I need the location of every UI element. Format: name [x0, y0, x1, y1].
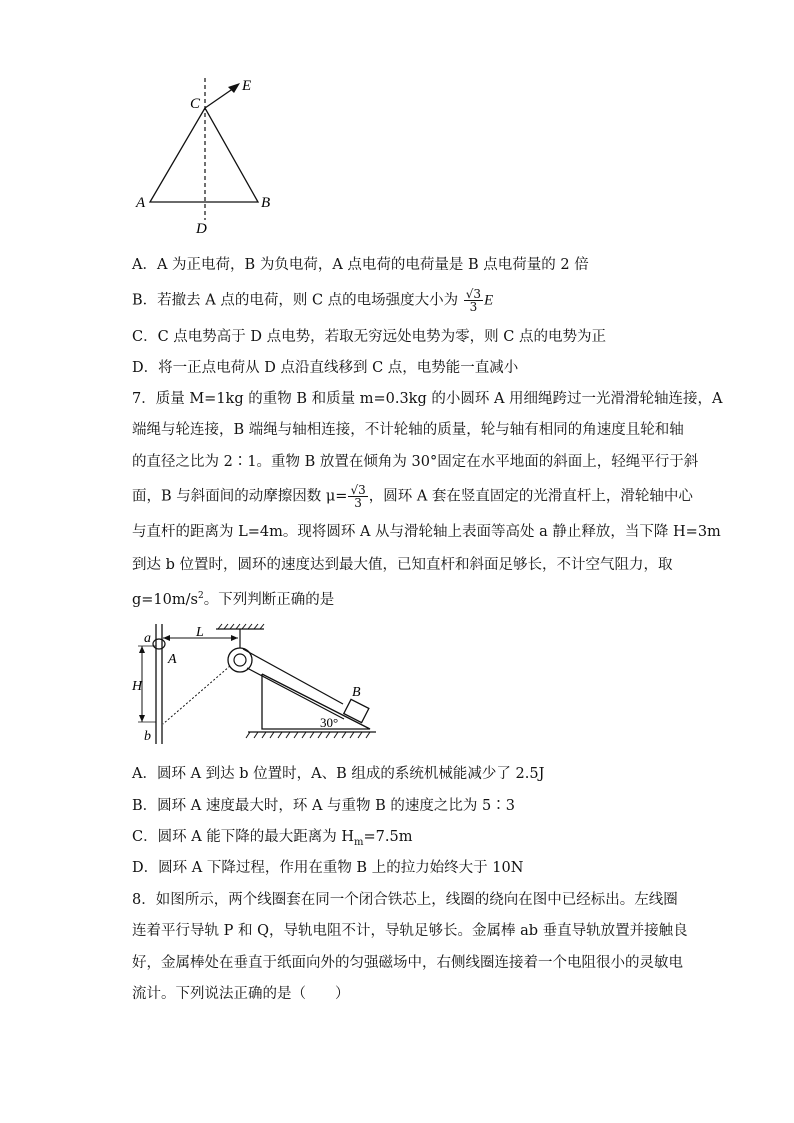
label-l: L — [196, 625, 204, 640]
label-h: H — [132, 679, 143, 694]
label-ring-a: A — [168, 652, 177, 667]
q8-line-4: 流计。下列说法正确的是（ ） — [132, 986, 350, 1002]
q7-line-7 — [132, 586, 662, 610]
q7-option-c — [132, 827, 662, 853]
label-b-bottom: b — [144, 729, 151, 744]
label-c: C — [190, 96, 201, 112]
block-b — [344, 699, 369, 722]
h-arrowhead-bottom — [139, 715, 145, 722]
ceiling-hatch — [218, 624, 264, 629]
q7-line-1: 7．质量 M=1kg 的重物 B 和质量 m=0.3kg 的小圆环 A 用细绳跨过一光滑滑轮轴连接，A — [132, 391, 723, 407]
ground-hatch — [246, 732, 370, 738]
q7-line-4-post: ，圆环 A 套在竖直固定的光滑直杆上，滑轮轴中心 — [368, 488, 693, 505]
q7-line-4 — [132, 483, 693, 510]
q7-line-7-pre: g=10m/s — [132, 591, 198, 608]
q7-line-2: 端绳与轮连接，B 端绳与轴相连接，不计轮轴的质量，轮与轴有相同的角速度且轮和轴 — [132, 422, 684, 438]
label-e: E — [242, 78, 252, 94]
q6-option-d: D．将一正点电荷从 D 点沿直线移到 C 点，电势能一直减小 — [132, 360, 519, 376]
label-block-b: B — [352, 685, 361, 700]
fraction-mu: $\frac{√3}{3}$ — [350, 483, 366, 510]
field-arrow — [205, 88, 234, 108]
l-arrowhead-right — [231, 635, 238, 641]
q7-line-7-post: 。下列判断正确的是 — [203, 591, 335, 608]
pulley-axle — [234, 654, 246, 666]
q7-line-5: 与直杆的距离为 L=4m。现将圆环 A 从与滑轮轴上表面等高处 a 静止释放，当下降 H=3m — [132, 524, 721, 540]
q8-line-2: 连着平行导轨 P 和 Q，导轨电阻不计，导轨足够长。金属棒 ab 垂直导轨放置并接触良 — [132, 923, 688, 939]
q7-option-d: D．圆环 A 下降过程，作用在重物 B 上的拉力始终大于 10N — [132, 860, 524, 876]
q7-line-6: 到达 b 位置时，圆环的速度达到最大值，已知直杆和斜面足够长，不计空气阻力，取 — [132, 557, 673, 573]
q8-line-3: 好，金属棒处在垂直于纸面向外的匀强磁场中，右侧线圈连接着一个电阻很小的灵敏电 — [132, 955, 683, 971]
q6-option-b-e: E — [484, 292, 494, 309]
q7-line-7-sup: 2 — [197, 591, 204, 601]
q7-option-c-sub: m — [354, 836, 364, 848]
fraction-sqrt3-over-3: $\frac{√3}{3}$ — [465, 287, 482, 314]
q7-option-a: A．圆环 A 到达 b 位置时，A、B 组成的系统机械能减少了 2.5J — [132, 766, 545, 782]
q7-line-3: 的直径之比为 2∶1。重物 B 放置在倾角为 30°固定在水平地面的斜面上，轻绳平行于斜 — [132, 454, 699, 470]
figure-pulley-incline — [130, 622, 390, 752]
label-d: D — [196, 221, 207, 237]
triangle-abc — [150, 108, 258, 202]
h-arrowhead-top — [139, 646, 145, 653]
label-angle: 30° — [320, 715, 339, 730]
ring-a — [153, 639, 165, 649]
q6-option-a: A．A 为正电荷，B 为负电荷，A 点电荷的电荷量是 B 点电荷量的 2 倍 — [132, 257, 589, 273]
q7-option-c-pre: C．圆环 A 能下降的最大距离为 H — [132, 829, 355, 845]
l-arrowhead-left — [163, 635, 170, 641]
q6-option-c: C．C 点电势高于 D 点电势，若取无穷远处电势为零，则 C 点的电势为正 — [132, 329, 606, 345]
q7-line-4-pre: 面，B 与斜面间的动摩擦因数 μ= — [132, 488, 348, 505]
rope-to-block — [243, 649, 343, 704]
q7-option-b: B．圆环 A 速度最大时，环 A 与重物 B 的速度之比为 5∶3 — [132, 798, 515, 814]
rope-dashed — [163, 666, 230, 724]
q6-option-b — [132, 288, 662, 313]
q8-line-1: 8．如图所示，两个线圈套在同一个闭合铁芯上，线圈的绕向在图中已经标出。左线圈 — [132, 892, 678, 908]
q6-option-b-text: B．若撤去 A 点的电荷，则 C 点的电场强度大小为 — [132, 292, 459, 309]
label-b: B — [261, 195, 271, 211]
figure-triangle — [130, 70, 290, 240]
label-a: A — [136, 195, 146, 211]
label-a-top: a — [144, 631, 151, 646]
q7-option-c-post: =7.5m — [363, 829, 413, 845]
